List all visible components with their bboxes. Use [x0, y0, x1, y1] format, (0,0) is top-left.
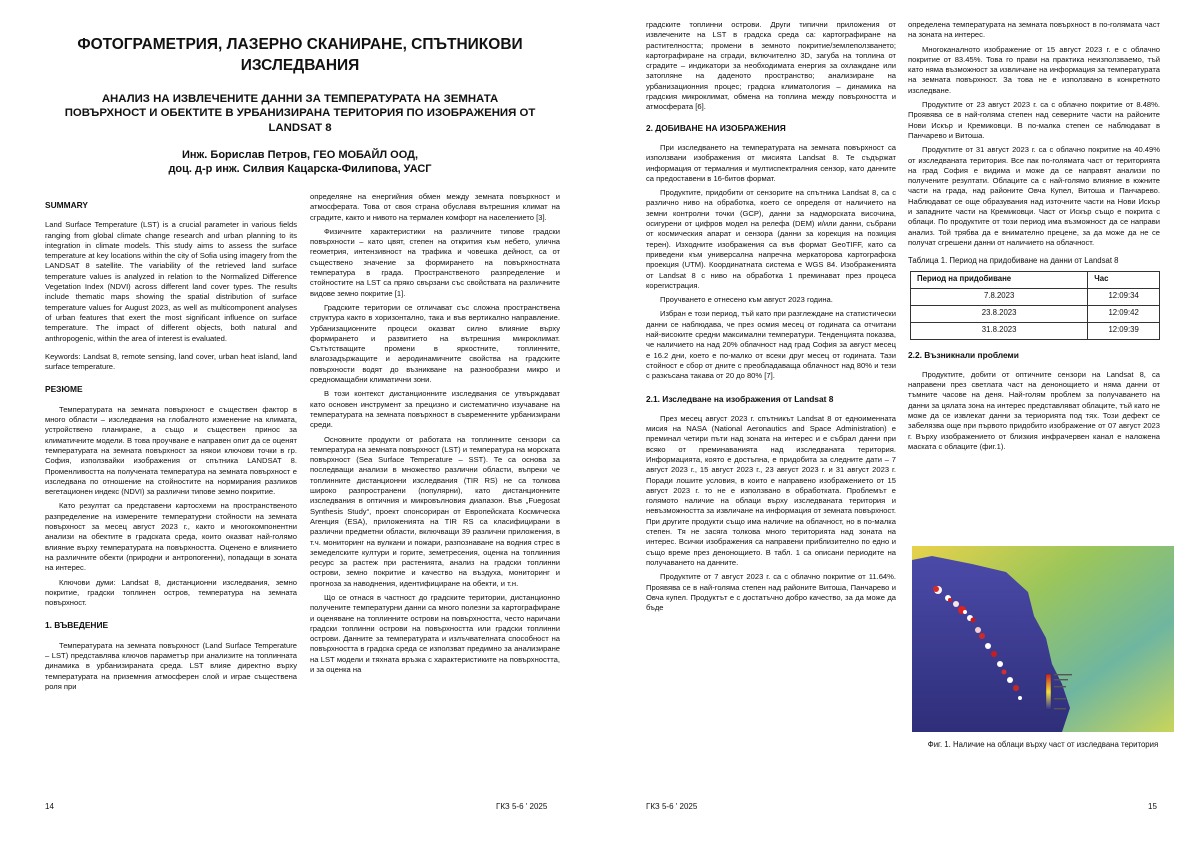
intro-heading: 1. ВЪВЕДЕНИЕ [45, 620, 109, 631]
resume-paragraph: Температурата на земната повърхност е съществен фактор в много области – изследвания на глобалното изменение на климата, устройствено планиране, а също и съществен принос за климатичните модели. В това проучване е направен опит да се оценят температурата на земната повърхност за някои ключови точки в гр. София, използвайки изображения от спътника LANDSAT 8. Променливостта на получената температура на земната повърхност е изследвана по отношение на стойностите на нормирания разликов вегетационен индекс (NDVI) за различни типове земно покритие. [45, 404, 297, 497]
right-column-2 [908, 20, 1160, 456]
body-paragraph: Избран е този период, тъй като при разглеждане на статистически данни се наблюдава, че през осмия месец от годината са отчитани най-високите средни максимални температури. Тенденцията показва, че наличието на над 20% облачност над град София за август месец е 16.2 дни, което е по-малко от всеки друг месец от годината. Тази стойност е сбор от дните с преобладаваща облачност над 80% и тези с разкъсана такава от 20 до 80% [7]. [646, 309, 896, 381]
body-paragraph: Проучването е отнесено към август 2023 година. [660, 295, 833, 305]
author-1: Инж. Борислав Петров, ГЕО МОБАЙЛ ООД, [181, 149, 419, 161]
author-2: доц. д-р инж. Силвия Кацарска-Филипова, УАСГ [168, 163, 432, 175]
body-paragraph: Продуктите, добити от оптичните сензори на Landsat 8, са направени през светлата част на денонощието и няма данни от тъмните часове на деня. Най-голям проблем за получаването на данни за цялата зона на интерес представляват облаците, тъй като не може да се извлекат данни за териорията под тях. Този дефект се забелязва още при първото придобито изображение от 07 август 2023 г. Върху изображението от близкия инфрачервен канал е наложена маската с облаците (фиг.1). [908, 369, 1160, 451]
table-cell: 31.8.2023 [911, 322, 1088, 339]
table-row [911, 322, 1160, 339]
body-paragraph: Продуктите от 31 август 2023 г. са с облачно покритие на 40.49% от изследваната територия. Все пак по-голямата част от територията на град София е видима и може да се направят анализи по получените резултати. Облаците са с най-голямо влияние в южните части на града, над районите Овча Купел, Витоша и Панчарево. Наблюдават се още образувания над източните части на Нови Искър и западните части на Кремиковци. Част от Искър също е покрита с облаци. По продуктите от този период има възможност да се направи анализ. Той трябва да е внимателно прецене, за да може да не се получат сгрешени данни от наличието на облачност. [908, 145, 1160, 247]
page-number: 14 [45, 802, 54, 811]
article-title: АНАЛИЗ НА ИЗВЛЕЧЕНИТЕ ДАННИ ЗА ТЕМПЕРАТУРАТА НА ЗЕМНАТА ПОВЪРХНОСТ И ОБЕКТИТЕ В УРБАНИЗИРАНА ТЕРИТОРИЯ ПО ИЗОБРАЖЕНИЯ ОТ LANDSAT 8 [64, 93, 536, 134]
body-paragraph: Физичните характеристики на различните типове градски повърхности – като цвят, степен на открития към небето, улична геометрия, интензивност на трафика и човешка дейност, са от съществено значение за формирането на повърхностната температура в града. Пространственото разпределение и стойностите на LST са пряко свързани със свойствата на различните видове земно покритие [1]. [310, 226, 560, 298]
summary-text: Land Surface Temperature (LST) is a crucial parameter in various fields ranging from global climate change research and urban planning to its integration in climate models. This study aims to assess the surface temperature at key locations within the city of Sofia using imagery from the LANDSAT 8 satellite. The variability of the retrieved land surface temperature values is analyzed in relation to the Normalized Difference Vegetation Index (NDVI) across different land cover types. The results include thematic maps showing the spatial distribution of surface temperature values for August 2023, as well as multicomponent analyses of urban features that exert the most significant influence on surface temperature. The impact of different objects, both natural and anthropogenic, within the area of interest is evaluated. [45, 220, 297, 343]
table-header: Период на придобиване [911, 271, 1088, 288]
journal-footer: ГКЗ 5-6 ' 2025 [646, 802, 698, 811]
body-paragraph: Що се отнася в частност до градските територии, дистанционно получените температурни данни са много полезни за картографиране и оценяване на топлинните острови на повърхността, често наричани градски топлинни острови на повърхността или градски топлинни острови. Данните за температурата и излъчвателната способност на повърхността в градска среда се използват предимно за анализиране на LST модели и тяхната връзка с характеристиките на повърхността, и за оценка на [310, 592, 560, 675]
body-paragraph: Продуктите, придобити от сензорите на спътника Landsat 8, са с различно ниво на обработка, което се определя от наличието на земни контролни точки (GCP), данни за надморската височина, осигурени от цифров модел на релефа (DEM) и/или данни, събрани от космическия апарат и сензора (данни за корекция на позиция терен). Изходните изображения са във формат GeoTIFF, като са приведени към универсална напречна меркаторова картографска проекция (UTM). Координатната система е WGS 84. Изображенията от Landsat 8 с ниво на обработка 1 преминават през процеса корегистрация. [646, 188, 896, 290]
intro-paragraph: Температурата на земната повърхност (Land Surface Temperature – LST) представлява ключов параметър при анализите на топлинната динамика в урбанизираната среда. LST влияе директно върху температурата на приземния атмосферен слой и играе съществена роля при [45, 640, 297, 691]
table-row [911, 288, 1160, 305]
cloud-mask-map [912, 546, 1174, 732]
body-paragraph: определяне на енергийния обмен между земната повърхност и атмосферата. Това от своя страна обуславя вътрешния климат на сградите, както и нивото на термален комфорт на населението [3]. [310, 192, 560, 222]
keywords-bg: Ключови думи: Landsat 8, дистанционни изследвания, земно покритие, градски топлинен остров, температура на земната повърхност. [45, 577, 297, 608]
table-cell: 12:09:39 [1088, 322, 1160, 339]
left-column-1 [45, 192, 297, 696]
body-paragraph: определена температурата на земната повърхност в по-голямата част на зоната на интерес. [908, 20, 1160, 40]
authors [60, 148, 540, 176]
summary-heading: SUMMARY [45, 200, 88, 210]
body-paragraph: Продуктите от 23 август 2023 г. са с облачно покритие от 8.48%. Проявява се в най-голяма степен над северните части на районите Нови Искър и Кремиковци. В по-малка степен се наблюдават в Панчарево и Витоша. [908, 100, 1160, 140]
body-paragraph: През месец август 2023 г. спътникът Landsat 8 от едноименната мисия на NASA (National Aeronautics and Space Administration) е преминал четири пъти над зоната на интерес и е събрал данни при всяко от преминаванията над изследваната територия. Информацията, която е достъпна, е придобита за следните дати – 7 август 2023 г., 15 август 2023 г., 23 август 2023 г. и 31 август 2023 г. Поради лошите условия, в които е направено изображението от 15 август 2023 г. то не е използвано в обработката. Проблемът е голямото наличие на облаци върху изследваната територия и невъзможността за извличане на информация от земната повърхност. При другите продукти също има наличие на облачност, но в по-малка степен. Тя не засяга толкова много територията над зоната на интерес. Всички изображения са направени приблизително по едно и също време през денонощието. В табл. 1 са описани периодите на получаването на данните. [646, 413, 896, 567]
body-paragraph: В този контекст дистанционните изследвания се утвърждават като основен инструмент за прецизно и систематично изучаване на температурата на земната повърхност в съвременните урбанизирани среди. [310, 389, 560, 430]
body-paragraph: Основните продукти от работата на топлинните сензори са температура на земната повърхност (LST) и температура на морската повърхност (Sea Surface Temperature – SST). Те са основа за последващи анализи в множество различни области, въпреки че топлинните дистанционни изследвания (TIR RS) не са толкова широко разпространени (популярни), като дистанционните изследвания в оптичния и микровълновия диапазон. Във „Fuegosat Synthesis Study“, проект спонсориран от Европейската Космическа Агенция (ESA), приложенията на TIR RS са класифицирани в различни предметни области, включващи 39 различни приложения, в т.ч. мониторинг на вулкани и пожари, разпознаване на водния стрес в земеделските култури и горите, земетресения, оценка на топлинния ресурс за растеж при растенията, анализ на градски топлинни острови, земно покритие и качество на въздуха, мониторинг и прогноза за наводнения, идентифициране на обекти, и т.н. [310, 434, 560, 588]
journal-footer: ГКЗ 5-6 ' 2025 [496, 802, 548, 811]
cloud-mask-figure [912, 546, 1174, 732]
table-row [911, 305, 1160, 322]
body-paragraph: градските топлинни острови. Други типични приложения от извлечените на LST в градска среда са: картографиране на растителността; промени в земното покритие/землеползването; картографиране на сгради, включително 3D, загуба на топлина от сградите – индикатори за необходимата енергия за охлаждане или затопляне на даденото пространство; анализиране на урбанизационния процес; градска климатология – динамика на градския микроклимат, обмена на топлина между повърхността и атмосферата [6]. [646, 20, 896, 112]
resume-heading: РЕЗЮМЕ [45, 384, 83, 395]
table-caption: Таблица 1. Период на придобиване на данни от Landsat 8 [908, 256, 1119, 266]
body-paragraph: При изследването на температурата на земната повърхност са използвани изображения от мисията Landsat 8. Те съдържат информация от термалния и мултиспектралния сензор, като данните са предоставени в 16-битов формат. [646, 142, 896, 183]
figure-caption: Фиг. 1. Наличие на облаци върху част от изследвана територия [927, 740, 1159, 749]
body-paragraph: Продуктите от 7 август 2023 г. са с облачно покритие от 11.64%. Проявява се в най-голяма степен над районите Витоша, Панчарево и Овча купел. Продуктът е с достатъчно добро качество, за да може да бъде [646, 572, 896, 613]
table-cell: 7.8.2023 [911, 288, 1088, 305]
resume-paragraph: Като резултат са представени картосхеми на пространственото разпределение на измерените температурни стойности на земната повърхност за месец август 2023 г., както и многокомпонентни анализи на обектите в градската среда, които оказват най-голямо влияние върху температурата на повърхността. Оценено е влиянието на различните обекти (природни и антропогенни), попадащи в зоната на интерес. [45, 501, 297, 573]
section-2-2-heading: 2.2. Възникнали проблеми [908, 349, 1019, 360]
table-cell: 12:09:42 [1088, 305, 1160, 322]
table-header: Час [1088, 271, 1160, 288]
left-column-2 [310, 192, 560, 679]
section-2-1-heading: 2.1. Изследване на изображения от Landsat 8 [646, 393, 834, 404]
body-paragraph: Многоканалното изображение от 15 август 2023 г. е с облачно покритие от 83.45%. Това го прави на практика неизползваемо, тъй като няма възможност за извличане на информация за температурата на земната повърхност. За това не е използвано в конкретното изследване. [908, 44, 1160, 95]
section-title: ФОТОГРАМЕТРИЯ, ЛАЗЕРНО СКАНИРАНЕ, СПЪТНИКОВИ ИЗСЛЕДВАНИЯ [77, 36, 523, 74]
right-column-1 [646, 20, 896, 617]
table-cell: 12:09:34 [1088, 288, 1160, 305]
acquisition-table [910, 271, 1160, 340]
page-number: 15 [1148, 802, 1157, 811]
right-page [600, 0, 1200, 849]
acquisition-heading: 2. ДОБИВАНЕ НА ИЗОБРАЖЕНИЯ [646, 122, 786, 133]
table-cell: 23.8.2023 [911, 305, 1088, 322]
keywords-en: Keywords: Landsat 8, remote sensing, land cover, urban heat island, land surface temperature. [45, 351, 297, 372]
body-paragraph: Градските територии се отличават със сложна пространствена структура както в хоризонтално, така и във вертикално направление. Урбанизационните процеси оказват силно влияние върху формирането и развитието на вътрешния микроклимат. Сътътстващите промени в яркостните, топлинните, влагозадържащите и аеродинамичните свойства на градските повърхности водят до възникване на разнообразни микро и средномащабни климатични зони. [310, 302, 560, 385]
